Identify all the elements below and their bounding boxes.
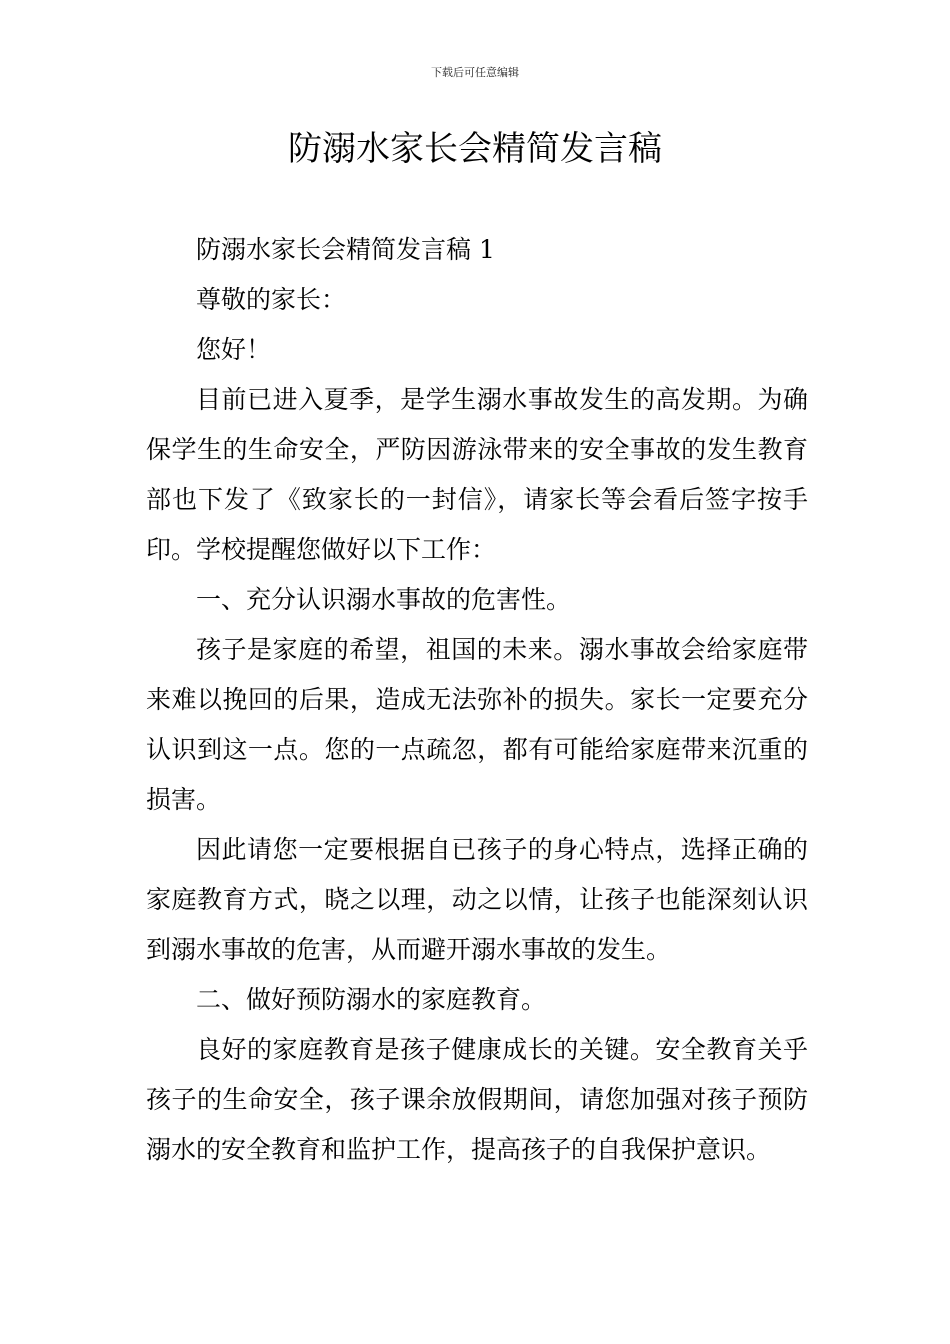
paragraph-intro: 目前已进入夏季，是学生溺水事故发生的高发期。为确保学生的生命安全，严防因游泳带来的安全事故的发生教育部也下发了《致家长的一封信》，请家长等会看后签字按手印。学校提醒您做好以下工作： (146, 385, 808, 564)
document-title: 防溺水家长会精简发言稿 (288, 129, 662, 169)
paragraph-subtitle: 防溺水家长会精简发言稿 1 (196, 235, 495, 264)
paragraph-greeting: 您好！ (196, 335, 272, 364)
document-body (146, 225, 808, 1175)
section-heading-1: 一、充分认识溺水事故的危害性。 (196, 585, 572, 614)
paragraph-body: 良好的家庭教育是孩子健康成长的关键。安全教育关乎孩子的生命安全，孩子课余放假期间，请您加强对孩子预防溺水的安全教育和监护工作，提高孩子的自我保护意识。 (146, 1035, 808, 1164)
section-heading-2: 二、做好预防溺水的家庭教育。 (196, 985, 547, 1014)
header-note: 下载后可任意编辑 (431, 66, 519, 79)
paragraph-body: 孩子是家庭的希望，祖国的未来。溺水事故会给家庭带来难以挽回的后果，造成无法弥补的损失。家长一定要充分认识到这一点。您的一点疏忽，都有可能给家庭带来沉重的损害。 (146, 635, 808, 814)
paragraph-body: 因此请您一定要根据自已孩子的身心特点，选择正确的家庭教育方式，晓之以理，动之以情，让孩子也能深刻认识到溺水事故的危害，从而避开溺水事故的发生。 (146, 835, 808, 964)
paragraph-salutation: 尊敬的家长： (196, 285, 347, 314)
